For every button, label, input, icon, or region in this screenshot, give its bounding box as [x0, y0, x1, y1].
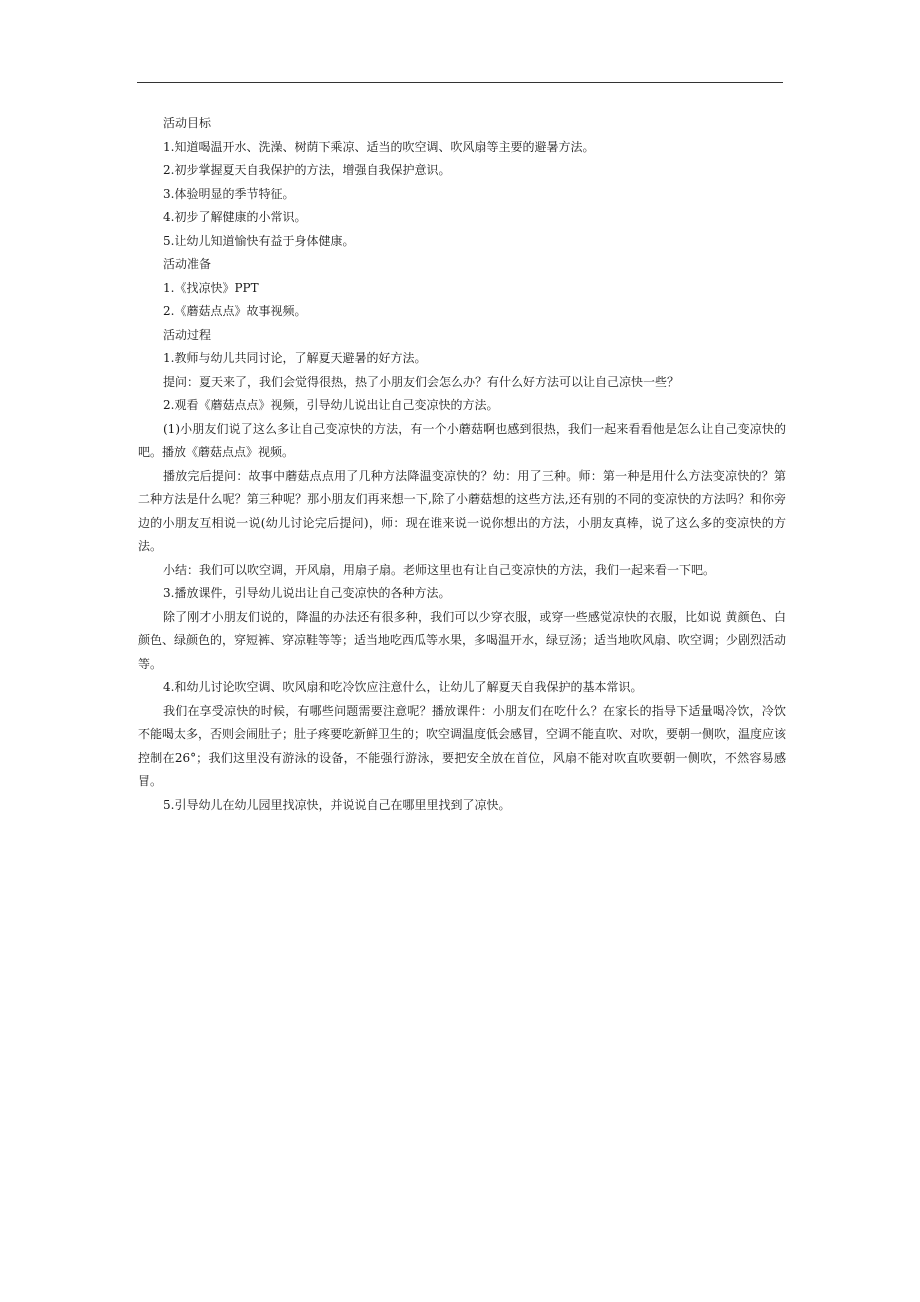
process-step-2: 2.观看《蘑菇点点》视频，引导幼儿说出让自己变凉快的方法。: [163, 398, 499, 412]
preparation-item-2: 2.《蘑菇点点》故事视频。: [163, 304, 307, 318]
process-step-4: 4.和幼儿讨论吹空调、吹风扇和吃冷饮应注意什么，让幼儿了解夏天自我保护的基本常识。: [163, 680, 643, 694]
goal-item-5: 5.让幼儿知道愉快有益于身体健康。: [163, 233, 355, 248]
process-question: 提问：夏天来了，我们会觉得很热，热了小朋友们会怎么办？有什么好方法可以让自己凉快一些？: [163, 374, 680, 389]
process-paragraph-safety: 我们在享受凉快的时候，有哪些问题需要注意呢？播放课件：小朋友们在吃什么？在家长的指导下适量喝冷饮，冷饮不能喝太多，否则会闹肚子；肚子疼要吃新鲜卫生的；吹空调温度低会感冒，空调不能直吹、对吹，要朝一侧吹，温度应该控制在26°；我们这里没有游泳的设备，不能强行游泳，要把安全放在首位，风扇不能对吹直吹要朝一侧吹，不然容易感冒。: [138, 703, 787, 788]
process-paragraph-methods: 除了刚才小朋友们说的，降温的办法还有很多种，我们可以少穿衣服，或穿一些感觉凉快的衣服，比如说 黄颜色、白颜色、绿颜色的，穿短裤、穿凉鞋等等；适当地吃西瓜等水果，多喝温开水，绿豆汤；适当地吹风扇、吹空调；少剧烈活动等。: [138, 609, 787, 671]
goal-item-2: 2.初步掌握夏天自我保护的方法，增强自我保护意识。: [163, 163, 451, 177]
section-heading-goals: 活动目标: [163, 116, 212, 130]
header-rule: [137, 82, 783, 83]
document-body: [138, 112, 786, 817]
process-paragraph-questions: 播放完后提问：故事中蘑菇点点用了几种方法降温变凉快的？幼：用了三种。师：第一种是用什么方法变凉快的？第二种方法是什么呢？第三种呢？那小朋友们再来想一下,除了小蘑菇想的这些方法,还有别的不同的变凉快的方法吗？和你旁边的小朋友互相说一说(幼儿讨论完后提问)，师：现在谁来说一说你想出的方法，小朋友真棒，说了这么多的变凉快的方法。: [138, 468, 786, 553]
process-step-3: 3.播放课件，引导幼儿说出让自己变凉快的各种方法。: [163, 586, 451, 600]
section-heading-process: 活动过程: [163, 327, 212, 342]
section-heading-preparation: 活动准备: [163, 257, 212, 271]
process-step-1: 1.教师与幼儿共同讨论，了解夏天避暑的好方法。: [163, 351, 427, 365]
goal-item-4: 4.初步了解健康的小常识。: [163, 210, 307, 224]
process-paragraph-video: (1)小朋友们说了这么多让自己变凉快的方法，有一个小蘑菇啊也感到很热，我们一起来看看他是怎么让自己变凉快的吧。播放《蘑菇点点》视频。: [138, 421, 786, 459]
goal-item-1: 1.知道喝温开水、洗澡、树荫下乘凉、适当的吹空调、吹风扇等主要的避暑方法。: [163, 139, 595, 154]
process-step-5: 5.引导幼儿在幼儿园里找凉快，并说说自己在哪里里找到了凉快。: [163, 797, 511, 812]
preparation-item-1: 1.《找凉快》PPT: [163, 280, 259, 295]
process-summary: 小结：我们可以吹空调，开风扇，用扇子扇。老师这里也有让自己变凉快的方法，我们一起来看一下吧。: [163, 562, 716, 577]
goal-item-3: 3.体验明显的季节特征。: [163, 186, 295, 201]
